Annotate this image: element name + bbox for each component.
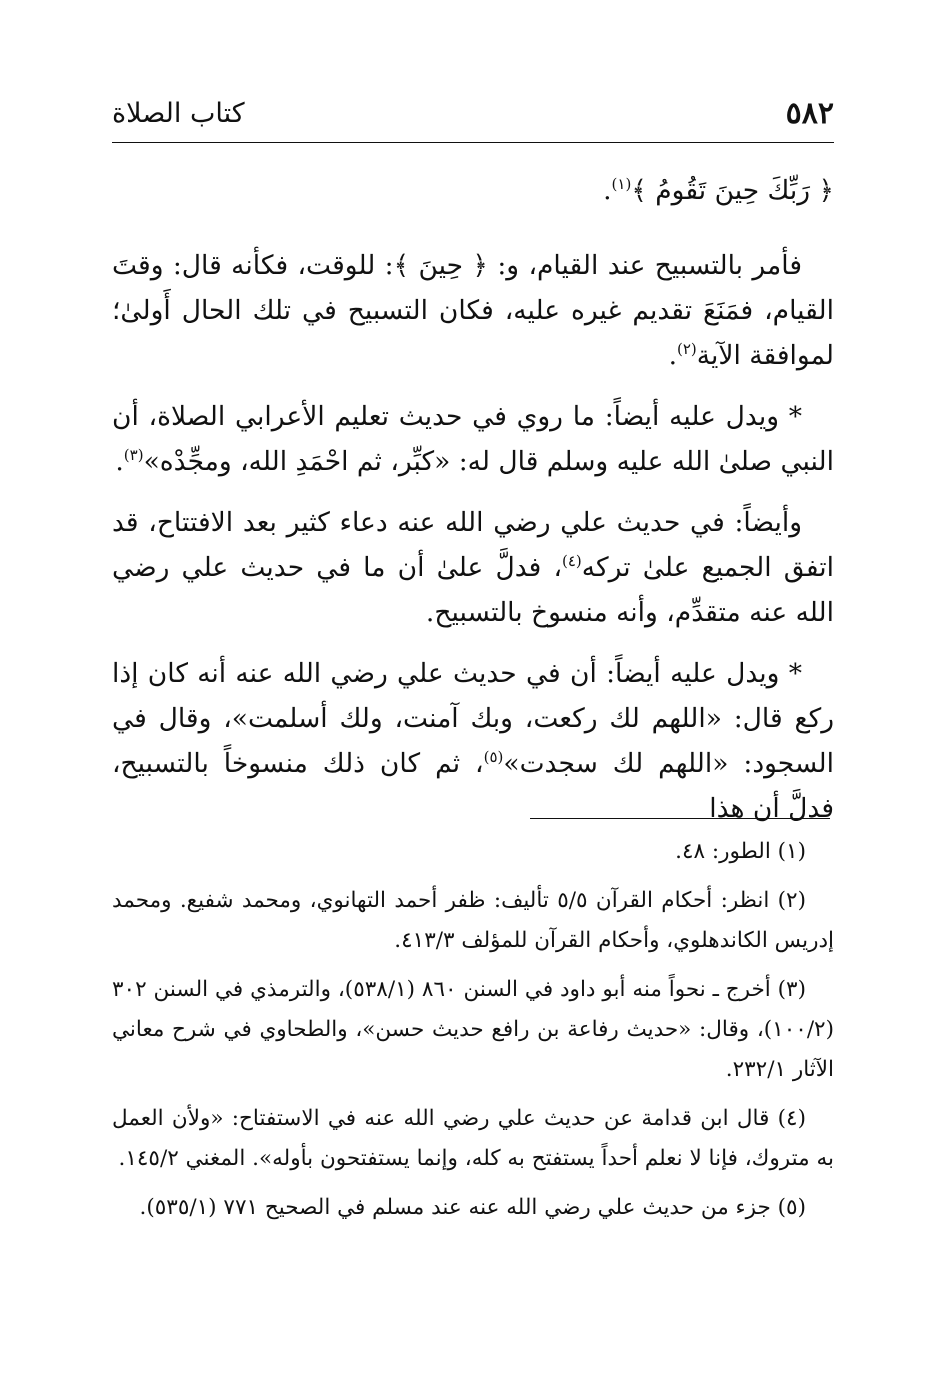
paragraph-3 [112,500,834,635]
paragraph-2-text: * ويدل عليه أيضاً: ما روي في حديث تعليم الأعرابي الصلاة، أن النبي صلىٰ الله عليه وسلم قال له: «كبِّر، ثم احْمَدِ الله، ومجِّدْه» [112,401,834,477]
footnote-ref-1: (١) [611,175,632,194]
footnote-separator [530,818,830,819]
footnote-3: (٣) أخرج ـ نحواً منه أبو داود في السنن ٨٦٠ (٥٣٨/١)، والترمذي في السنن ٣٠٢ (١٠٠/٢)، وقال: «حديث رفاعة بن رافع حديث حسن»، والطحاوي في شرح معاني الآثار ٢٣٢/١. [112,977,834,1082]
footnote-ref-4: (٤) [562,552,582,571]
body-text [112,168,834,847]
running-title: كتاب الصلاة [112,98,245,129]
footnote-1: (١) الطور: ٤٨. [675,839,806,864]
page-number: ٥٨٢ [785,96,834,131]
paragraph-4-text-a: * ويدل عليه أيضاً: أن في حديث علي رضي الله عنه أنه كان إذا ركع قال: «اللهم لك ركعت، وبك آمنت، ولك أسلمت»، وقال في السجود: «اللهم لك سجدت» [112,658,834,779]
verse-text: ﴿ رَبِّكَ حِينَ تَقُومُ ﴾ [631,175,834,206]
footnote-2: (٢) انظر: أحكام القرآن ٥/٥ تأليف: ظفر أحمد التهانوي، ومحمد شفيع. ومحمد إدريس الكاندهلوي، وأحكام القرآن للمؤلف ٤١٣/٣. [112,888,834,953]
paragraph-1: فأمر بالتسبيح عند القيام، و: ﴿ حِينَ ﴾: للوقت، فكأنه قال: وقتَ القيام، فمَنَعَ تقديم غيره عليه، فكان التسبيح في تلك الحال أَولىٰ؛ لموافقة الآية$^{(٢)}$. [112,250,834,371]
paragraph-4-text-b: ، ثم كان ذلك منسوخاً بالتسبيح، فدلَّ أن هذا [112,748,834,824]
footnote-ref-5: (٥) [483,748,504,767]
paragraph-3-text-b: ، فدلَّ علىٰ أن ما في حديث علي رضي الله عنه متقدِّم، وأنه منسوخ بالتسبيح. [112,552,834,628]
header-rule [112,142,834,143]
footnote-ref-2: (٢) [677,340,697,359]
paragraph-2: * ويدل عليه أيضاً: ما روي في حديث تعليم الأعرابي الصلاة، أن النبي صلىٰ الله عليه وسلم قال له: «كبِّر، ثم احْمَدِ الله، ومجِّدْه»$^{(٣)}$. [112,401,834,477]
footnote-4: (٤) قال ابن قدامة عن حديث علي رضي الله عنه في الاستفتاح: «ولأن العمل به متروك، فإنا لا نعلم أحداً يستفتح به كله، وإنما يستفتحون بأوله». المغني ١٤٥/٢. [112,1106,834,1171]
page-header [112,92,834,142]
quran-verse: ﴿ رَبِّكَ حِينَ تَقُومُ ﴾$^{(١)}$. [603,175,834,206]
footnote-ref-3: (٣) [123,446,144,465]
footnotes [112,832,834,1237]
paragraph-4 [112,651,834,831]
paragraph-1-text: فأمر بالتسبيح عند القيام، و: ﴿ حِينَ ﴾: للوقت، فكأنه قال: وقتَ القيام، فمَنَعَ تقديم غيره عليه، فكان التسبيح في تلك الحال أَولىٰ؛ لموافقة الآية [112,250,834,371]
footnote-5: (٥) جزء من حديث علي رضي الله عنه عند مسلم في الصحيح ٧٧١ (٥٣٥/١). [139,1195,806,1220]
paragraph-3-text-a: وأيضاً: في حديث علي رضي الله عنه دعاء كثير بعد الافتتاح، قد اتفق الجميع علىٰ تركه [112,507,834,583]
